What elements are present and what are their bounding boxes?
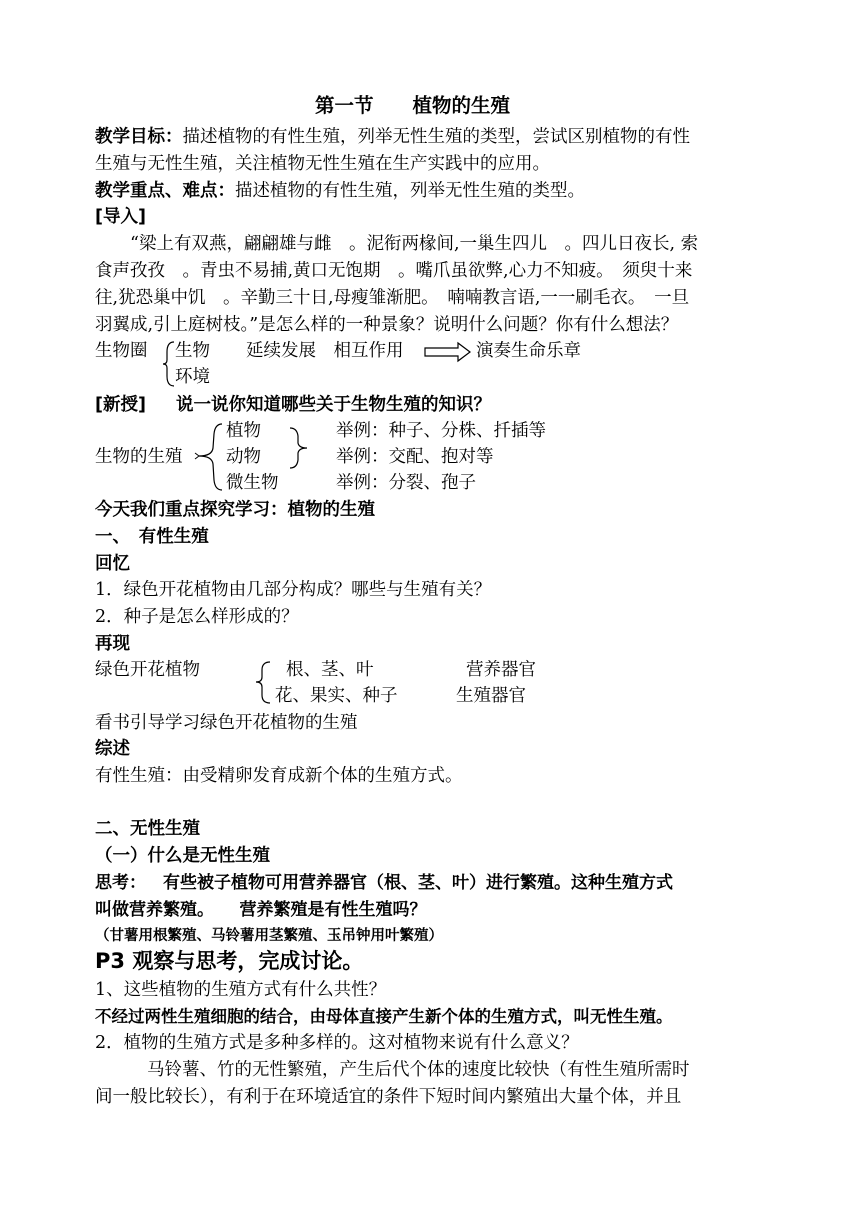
arrow-right-icon [424, 342, 472, 362]
paragraph-line-1: 马铃薯、竹的无性繁殖，产生后代个体的速度比较快（有性生殖所需时 [147, 1060, 690, 1080]
newlesson-question: 说一说你知道哪些关于生物生殖的知识？ [176, 395, 491, 415]
organ-vegetative-type: 营养器官 [466, 660, 536, 680]
sexual-definition: 有性生殖：由受精卵发育成新个体的生殖方式。 [95, 766, 463, 786]
section2-heading: 二、无性生殖 [95, 819, 200, 839]
think-text-1: 有些被子植物可用营养器官（根、茎、叶）进行繁殖。这种生殖方式 [163, 873, 673, 893]
biosphere-result: 演奏生命乐章 [476, 341, 581, 361]
keypoints-label: 教学重点、难点： [95, 181, 235, 201]
objectives-line-1 [95, 124, 690, 150]
page-title: 第一节 植物的生殖 [315, 94, 511, 117]
objectives-line-2: 生殖与无性生殖，关注植物无性生殖在生产实践中的应用。 [95, 154, 550, 174]
keypoints-text: 描述植物的有性生殖，列举无性生殖的类型。 [235, 181, 585, 201]
question-1: 1、这些植物的生殖方式有什么共性？ [95, 980, 387, 1000]
poem-line-2: 食声孜孜 。青虫不易捕,黄口无饱期 。嘴爪虽欲弊,心力不知疲。 须臾十来 [95, 261, 693, 281]
recall-question-1: 1．绿色开花植物由几部分构成？哪些与生殖有关？ [95, 580, 492, 600]
reproduction-root: 生物的生殖 [95, 447, 183, 467]
recall-question-2: 2．种子是怎么样形成的？ [95, 607, 299, 627]
reproduction-brace [195, 420, 225, 496]
asexual-definition: 不经过两性生殖细胞的结合，由母体直接产生新个体的生殖方式，叫无性生殖。 [95, 1007, 673, 1026]
example-note: （甘薯用根繁殖、马铃薯用茎繁殖、玉吊钟用叶繁殖） [95, 928, 443, 944]
organ-reproductive: 花、果实、种子 [275, 686, 398, 706]
example-animal: 举例：交配、抱对等 [336, 447, 494, 467]
intro-heading: [导入] [95, 207, 146, 227]
section2-subheading: （一）什么是无性生殖 [95, 846, 270, 866]
paragraph-line-2: 间一般比较长），有利于在环境适宜的条件下短时间内繁殖出大量个体，并且 [95, 1087, 682, 1107]
poem-line-4: 羽翼成,引上庭树枝。”是怎么样的一种景象？说明什么问题？你有什么想法？ [95, 315, 679, 335]
focus-line: 今天我们重点探究学习：植物的生殖 [95, 500, 375, 520]
question-2: 2．植物的生殖方式是多种多样的。这对植物来说有什么意义？ [95, 1033, 579, 1053]
poem-line-3: 往,犹恐巢中饥 。辛勤三十日,母瘦雏渐肥。 喃喃教言语,一一刷毛衣。 一旦 [95, 288, 690, 308]
p3-heading: P3 观察与思考，完成讨论。 [95, 949, 364, 973]
recall-heading: 回忆 [95, 554, 130, 574]
poem-line-1: “梁上有双燕，翩翩雄与雌 。泥衔两椽间,一巢生四儿 。四儿日夜长, 索 [130, 234, 699, 254]
biosphere-item-organism: 生物 [175, 341, 210, 361]
summary-heading: 综述 [95, 739, 130, 759]
example-plant: 举例：种子、分株、扦插等 [336, 421, 546, 441]
examples-brace [288, 426, 310, 470]
example-microbe: 举例：分裂、孢子 [336, 473, 476, 493]
guide-line: 看书引导学习绿色开花植物的生殖 [95, 713, 358, 733]
organ-vegetative: 根、茎、叶 [286, 660, 374, 680]
branch-microbe: 微生物 [226, 473, 279, 493]
biosphere-brace [162, 340, 176, 388]
plant-label: 绿色开花植物 [95, 660, 200, 680]
objectives-label: 教学目标： [95, 127, 183, 147]
think-line-1 [95, 870, 673, 896]
biosphere-relations: 延续发展 相互作用 [246, 341, 404, 361]
think-line-2: 叫做营养繁殖。 营养繁殖是有性生殖吗？ [95, 900, 427, 920]
organs-brace [254, 660, 272, 706]
biosphere-item-environment: 环境 [175, 367, 210, 387]
keypoints-line [95, 178, 585, 204]
biosphere-label: 生物圈 [95, 341, 148, 361]
reappear-heading: 再现 [95, 634, 130, 654]
organ-reproductive-type: 生殖器官 [456, 686, 526, 706]
branch-plant: 植物 [226, 421, 261, 441]
think-label: 思考： [95, 873, 146, 893]
section1-heading: 一、 有性生殖 [95, 527, 209, 547]
newlesson-line [95, 392, 491, 418]
newlesson-heading: [新授] [95, 395, 146, 415]
objectives-text-1: 描述植物的有性生殖，列举无性生殖的类型，尝试区别植物的有性 [182, 127, 690, 147]
branch-animal: 动物 [226, 447, 261, 467]
